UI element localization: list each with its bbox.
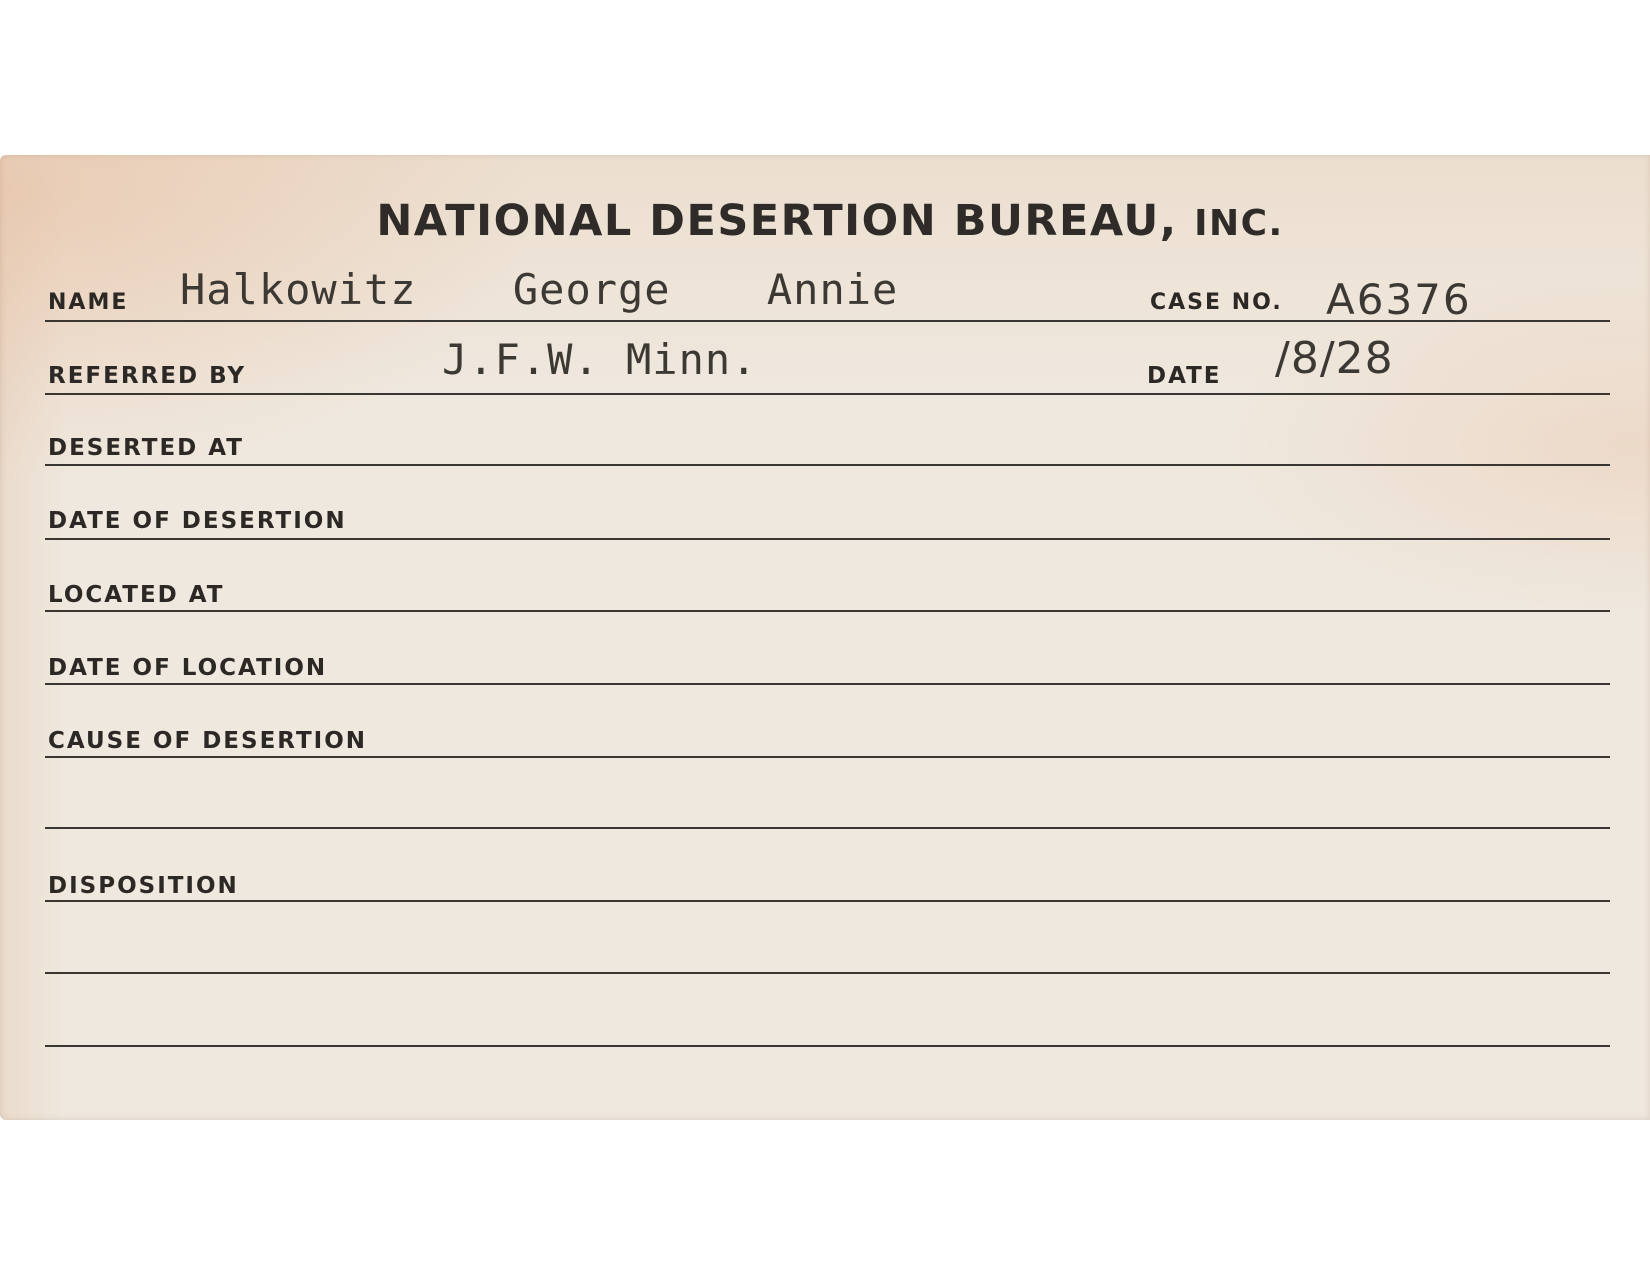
card-title-suffix: INC. [1194,203,1284,244]
date-value: /8/28 [1275,333,1394,384]
name-value [180,265,898,314]
date-label: DATE [1147,363,1222,389]
referred-by-label: REFERRED BY [48,363,247,389]
referred-by-value: J.F.W. Minn. [442,335,758,384]
disposition-line-3 [45,1045,1610,1047]
cause-of-desertion-label: CAUSE OF DESERTION [48,728,368,754]
located-at-label: LOCATED AT [48,582,225,608]
disposition-line-2 [45,972,1610,974]
deserted-at-line [45,464,1610,466]
name-last: Halkowitz [180,265,417,314]
case-no-label: CASE NO. [1150,290,1283,315]
name-line [45,320,1610,322]
date-of-desertion-label: DATE OF DESERTION [48,508,347,534]
card-title [0,196,1650,246]
cause-of-desertion-line [45,756,1610,758]
card-title-main: NATIONAL DESERTION BUREAU, [376,196,1178,246]
located-at-line [45,610,1610,612]
name-first-wife: Annie [766,265,899,314]
case-no-value: A6376 [1326,275,1472,324]
referred-by-line [45,393,1610,395]
name-first-husband: George [512,265,671,314]
name-label: NAME [48,290,129,315]
date-of-location-line [45,683,1610,685]
disposition-line [45,900,1610,902]
date-of-location-label: DATE OF LOCATION [48,655,328,681]
date-of-desertion-line [45,538,1610,540]
disposition-label: DISPOSITION [48,873,239,899]
cause-of-desertion-line-2 [45,827,1610,829]
deserted-at-label: DESERTED AT [48,435,244,461]
